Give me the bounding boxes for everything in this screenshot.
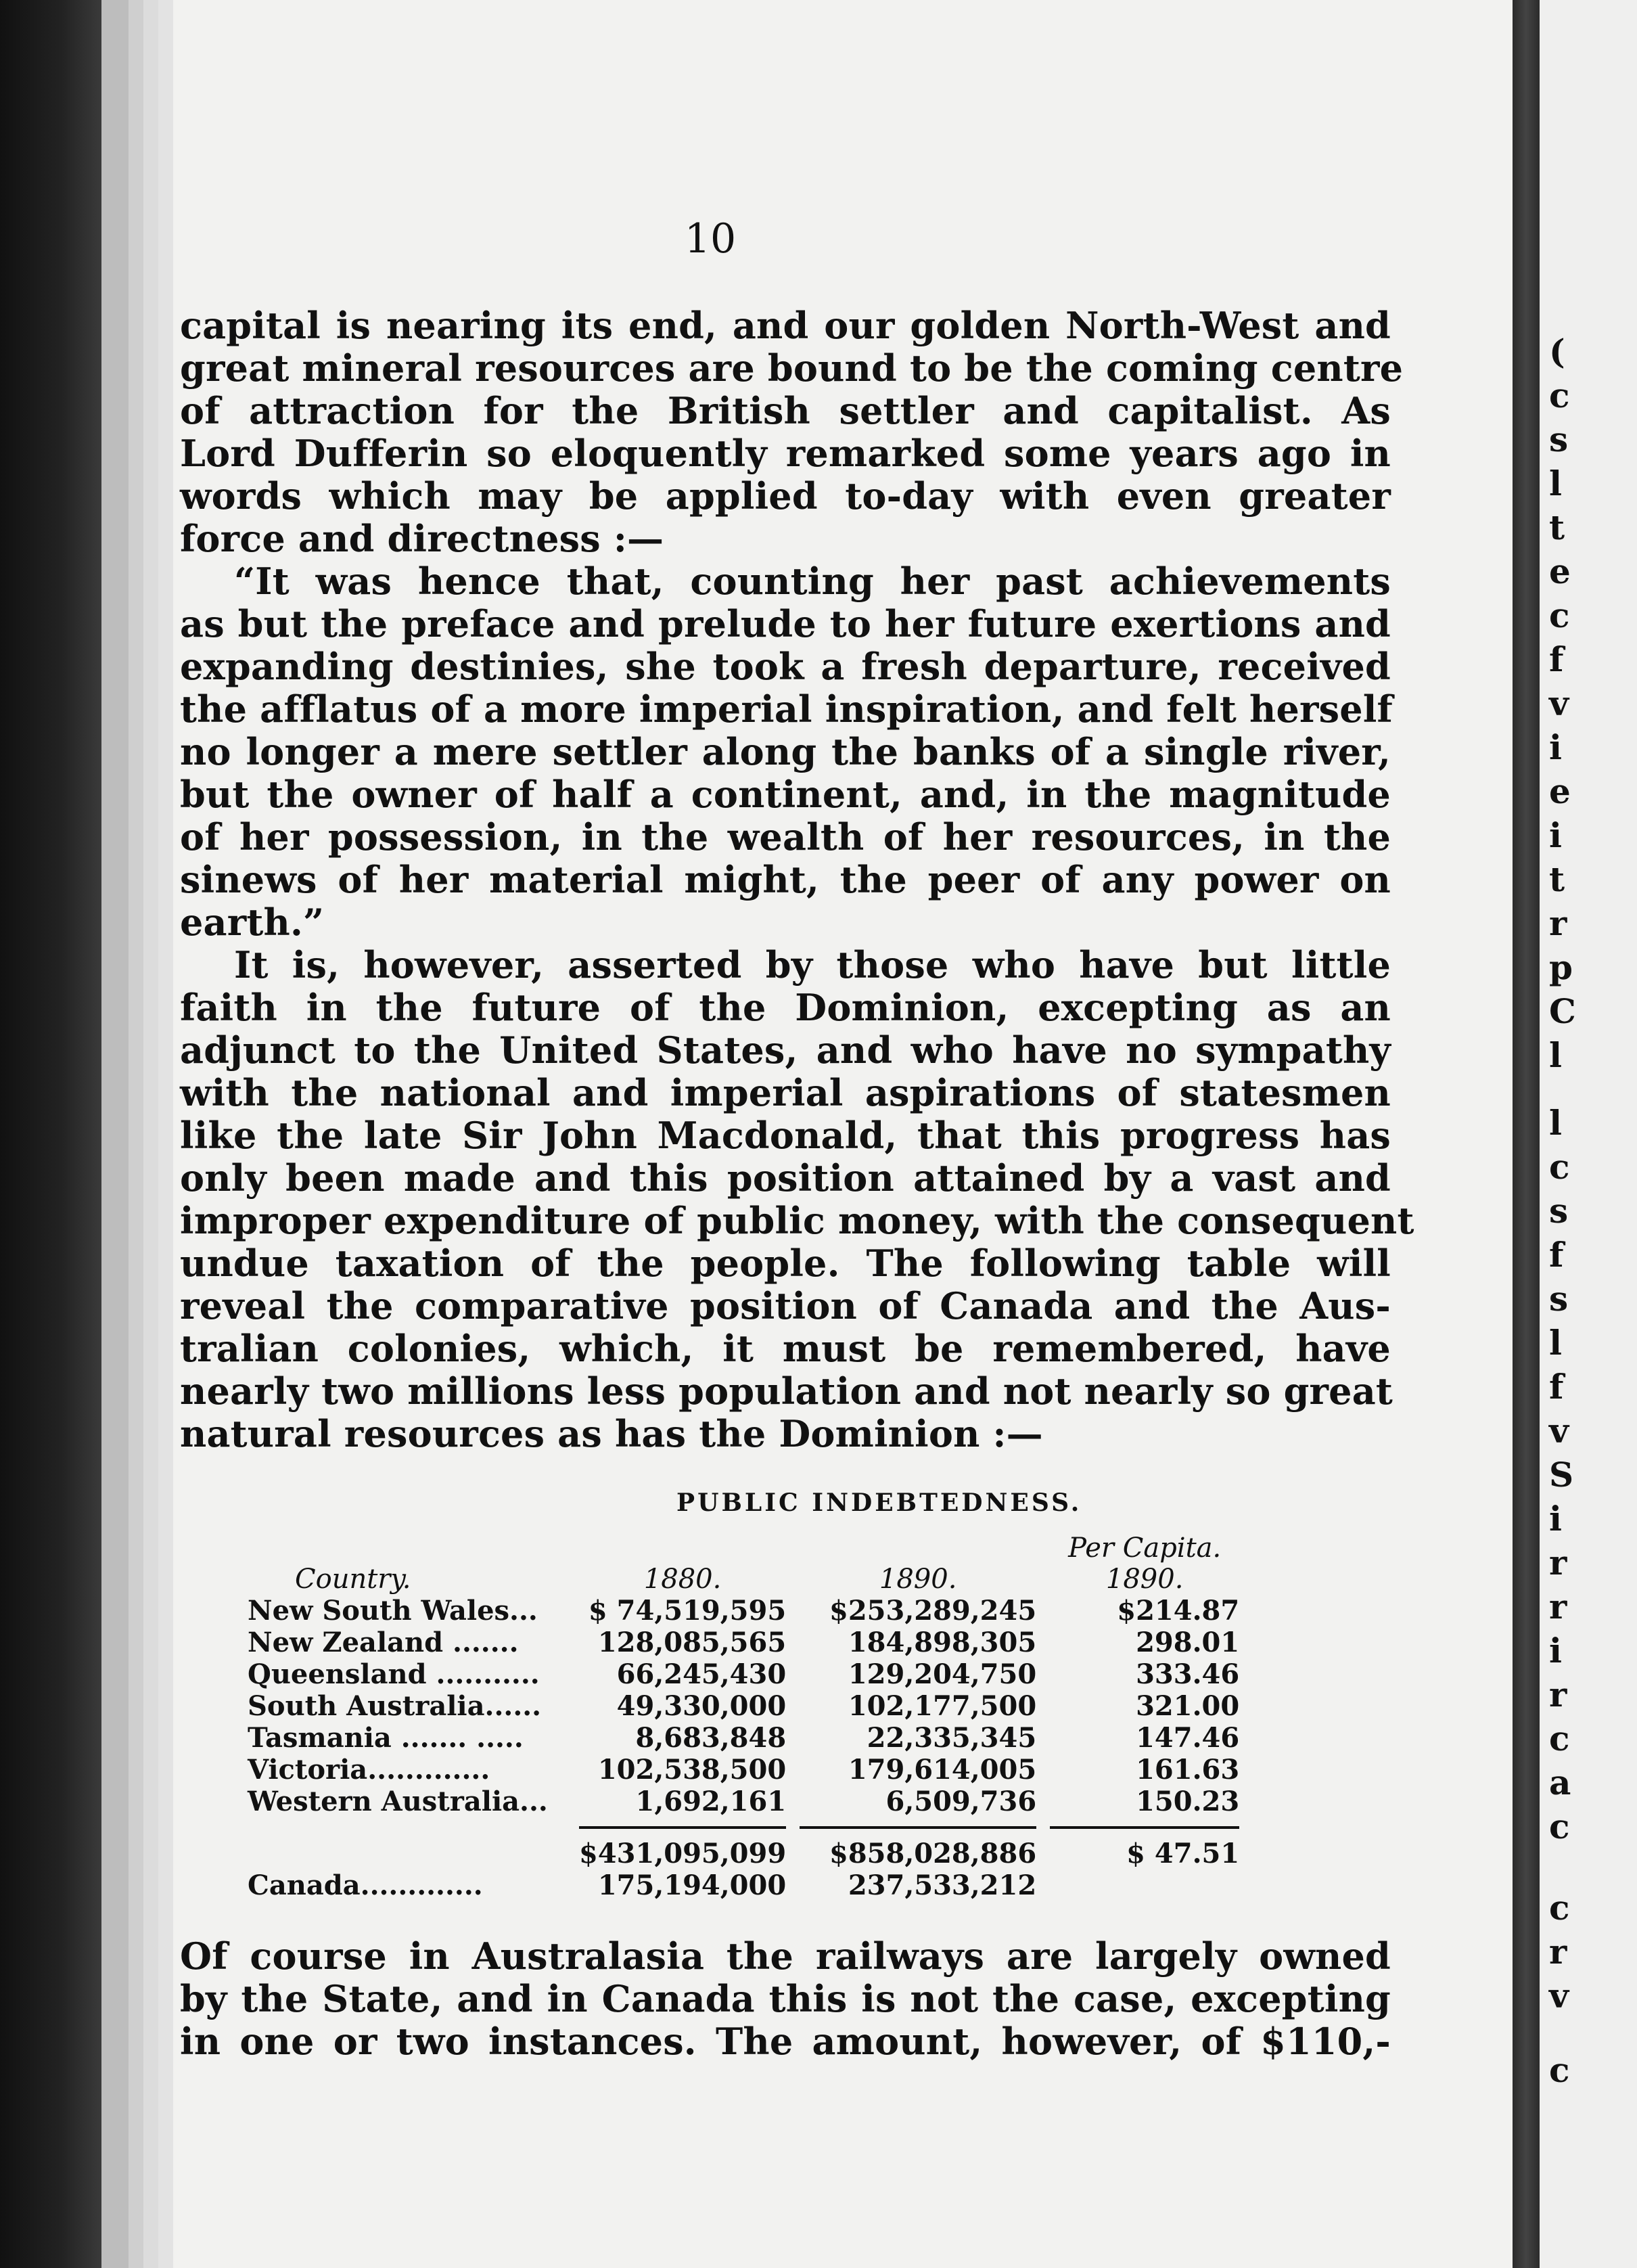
cell-total-1890: $858,028,886 xyxy=(829,1838,1037,1869)
cell-1890: 179,614,005 xyxy=(848,1754,1037,1786)
text-line: Of course in Australasia the railways are largely owned xyxy=(180,1934,1391,1978)
facing-page-letter: f xyxy=(1549,639,1564,679)
table-row xyxy=(241,1786,1246,1817)
table-total-row xyxy=(241,1838,1246,1869)
cell-per-capita: 298.01 xyxy=(1136,1627,1240,1658)
facing-page-letter: e xyxy=(1549,551,1571,591)
facing-page-letter: s xyxy=(1549,1279,1569,1319)
facing-page-letter: v xyxy=(1549,683,1569,723)
rule-cell xyxy=(793,1817,1043,1838)
cell-country: South Australia...... xyxy=(248,1690,542,1722)
text-line: nearly two millions less population and not nearly so great xyxy=(180,1369,1393,1413)
rule-cell xyxy=(1043,1817,1246,1838)
cell-per-capita: 333.46 xyxy=(1136,1658,1240,1690)
header-spacer xyxy=(241,1533,572,1564)
facing-page-letter: l xyxy=(1549,1323,1562,1363)
facing-page-letter: c xyxy=(1549,376,1570,415)
text-line: improper expenditure of public money, with the consequent xyxy=(180,1199,1414,1242)
text-line: undue taxation of the people. The following table will xyxy=(180,1242,1391,1285)
total-rule xyxy=(800,1826,1036,1829)
paragraph-railways xyxy=(180,1935,1391,2063)
cell-total-per-capita: $ 47.51 xyxy=(1126,1838,1240,1869)
text-line: expanding destinies, she took a fresh departure, received xyxy=(180,645,1391,688)
text-line: of her possession, in the wealth of her resources, in the xyxy=(180,815,1391,859)
facing-page-letter: c xyxy=(1549,595,1570,635)
cell-1880: 175,194,000 xyxy=(597,1869,787,1901)
text-line: capital is nearing its end, and our golden North-West and xyxy=(180,304,1391,347)
table-header-row xyxy=(241,1564,1246,1595)
text-line: “It was hence that, counting her past achievements xyxy=(234,560,1391,603)
text-line: Lord Dufferin so eloquently remarked some years ago in xyxy=(180,432,1391,475)
facing-page-letter: v xyxy=(1549,1411,1569,1451)
facing-page-letter: r xyxy=(1549,1675,1567,1715)
table-row xyxy=(241,1627,1246,1658)
facing-page-letter: r xyxy=(1549,1543,1567,1583)
text-line: natural resources as has the Dominion :— xyxy=(180,1412,1043,1455)
paragraph-argument xyxy=(180,943,1414,1455)
facing-page-letter: r xyxy=(1549,1932,1567,1972)
text-line: words which may be applied to-day with even greater xyxy=(180,474,1391,518)
facing-page-letter: C xyxy=(1549,991,1576,1031)
paragraph-intro xyxy=(180,304,1404,560)
cell-1880: 49,330,000 xyxy=(616,1690,787,1722)
text-line: by the State, and in Canada this is not the case, excepting xyxy=(180,1977,1391,2020)
text-line: reveal the comparative position of Canada and the Aus- xyxy=(180,1284,1391,1328)
total-rule xyxy=(579,1826,786,1829)
quote-dufferin xyxy=(180,560,1391,944)
cell-per-capita: 161.63 xyxy=(1136,1754,1240,1786)
text-line: in one or two instances. The amount, however, of $110,- xyxy=(180,2020,1391,2063)
header-1880: 1880. xyxy=(643,1564,722,1595)
facing-page-letter: c xyxy=(1549,1807,1570,1846)
header-1890: 1890. xyxy=(879,1564,957,1595)
page-edge xyxy=(101,0,131,2268)
cell-1890: 6,509,736 xyxy=(885,1786,1037,1817)
text-line: adjunct to the United States, and who have no sympathy xyxy=(180,1028,1391,1072)
facing-page-letter: S xyxy=(1549,1455,1574,1495)
cell-total-label xyxy=(241,1838,572,1869)
text-line: force and directness :— xyxy=(180,517,664,560)
facing-page-letter: t xyxy=(1549,507,1565,547)
facing-page-letter: a xyxy=(1549,1763,1571,1802)
cell-1890: 129,204,750 xyxy=(848,1658,1037,1690)
facing-page-letter: f xyxy=(1549,1235,1564,1275)
header-spacer xyxy=(572,1533,793,1564)
text-line: sinews of her material might, the peer of any power on xyxy=(180,858,1391,901)
text-line: only been made and this position attained by a vast and xyxy=(180,1156,1391,1200)
facing-page-letter: c xyxy=(1549,1147,1570,1187)
facing-page-letter: f xyxy=(1549,1367,1564,1407)
table-row xyxy=(241,1722,1246,1754)
facing-page-letter: i xyxy=(1549,815,1562,855)
scan-background-left xyxy=(0,0,101,2268)
cell-country: Queensland ........... xyxy=(248,1658,540,1690)
facing-page-letter: l xyxy=(1549,1035,1562,1075)
cell-per-capita: $214.87 xyxy=(1117,1595,1240,1627)
text-line: the afflatus of a more imperial inspiration, and felt herself xyxy=(180,687,1393,731)
rule-spacer xyxy=(241,1817,572,1838)
cell-country: Victoria............. xyxy=(248,1754,490,1786)
text-line: It is, however, asserted by those who have but little xyxy=(234,943,1391,986)
facing-page-fragment xyxy=(1540,0,1637,2268)
table-row xyxy=(241,1595,1246,1627)
public-indebtedness-table xyxy=(241,1533,1246,1901)
cell-1890: $253,289,245 xyxy=(829,1595,1037,1627)
text-line: great mineral resources are bound to be the coming centre xyxy=(180,346,1404,390)
cell-1890: 184,898,305 xyxy=(848,1627,1037,1658)
text-line: as but the preface and prelude to her future exertions and xyxy=(180,602,1391,645)
facing-page-letter: s xyxy=(1549,419,1569,459)
header-country: Country. xyxy=(295,1564,411,1595)
table-header-row-top xyxy=(241,1533,1246,1564)
facing-page-letter: c xyxy=(1549,1888,1570,1928)
facing-page-letter: i xyxy=(1549,1499,1562,1539)
facing-page-letter: e xyxy=(1549,771,1571,811)
text-line: but the owner of half a continent, and, in the magnitude xyxy=(180,773,1391,816)
cell-1880: $ 74,519,595 xyxy=(588,1595,787,1627)
text-line: tralian colonies, which, it must be remembered, have xyxy=(180,1327,1391,1370)
header-spacer xyxy=(793,1533,1043,1564)
facing-page-letter: t xyxy=(1549,859,1565,899)
header-per-capita: Per Capita. xyxy=(1068,1533,1222,1564)
text-line: with the national and imperial aspirations of statesmen xyxy=(180,1071,1391,1114)
cell-total-1880: $431,095,099 xyxy=(579,1838,787,1869)
cell-country: Canada............. xyxy=(248,1869,483,1901)
text-line: like the late Sir John Macdonald, that this progress has xyxy=(180,1114,1391,1157)
book-gutter xyxy=(1513,0,1540,2268)
facing-page-letter: r xyxy=(1549,903,1567,943)
facing-page-letter: p xyxy=(1549,947,1573,987)
cell-1880: 128,085,565 xyxy=(597,1627,787,1658)
facing-page-letter: i xyxy=(1549,1631,1562,1671)
facing-page-letter: c xyxy=(1549,1719,1570,1759)
cell-country: New Zealand ....... xyxy=(248,1627,519,1658)
facing-page-letter: v xyxy=(1549,1976,1569,2016)
cell-1880: 1,692,161 xyxy=(635,1786,787,1817)
facing-page-letter: l xyxy=(1549,463,1562,503)
cell-per-capita: 150.23 xyxy=(1136,1786,1240,1817)
table-row xyxy=(241,1690,1246,1722)
table-row-canada xyxy=(241,1869,1246,1901)
facing-page-letter: l xyxy=(1549,1103,1562,1143)
table-title: PUBLIC INDEBTEDNESS. xyxy=(676,1489,1082,1517)
table-row xyxy=(241,1658,1246,1690)
page-number: 10 xyxy=(684,215,737,263)
facing-page-letter: r xyxy=(1549,1587,1567,1627)
cell-1890: 237,533,212 xyxy=(848,1869,1037,1901)
table-row xyxy=(241,1754,1246,1786)
facing-page-letter: s xyxy=(1549,1191,1569,1231)
text-line: no longer a mere settler along the banks of a single river, xyxy=(180,730,1391,773)
total-rule xyxy=(1050,1826,1239,1829)
cell-country: Tasmania ....... ..... xyxy=(248,1722,524,1754)
text-line: earth.” xyxy=(180,901,325,944)
cell-1880: 66,245,430 xyxy=(616,1658,787,1690)
cell-per-capita: 147.46 xyxy=(1136,1722,1240,1754)
total-rule-row xyxy=(241,1817,1246,1838)
cell-per-capita: 321.00 xyxy=(1136,1690,1240,1722)
cell-country: Western Australia... xyxy=(248,1786,548,1817)
cell-1880: 102,538,500 xyxy=(597,1754,787,1786)
text-line: of attraction for the British settler and capitalist. As xyxy=(180,389,1391,432)
facing-page-letter: ( xyxy=(1549,332,1565,371)
facing-page-letter: c xyxy=(1549,2050,1570,2090)
cell-country: New South Wales... xyxy=(248,1595,538,1627)
header-per-capita-year: 1890. xyxy=(1105,1564,1184,1595)
cell-1890: 22,335,345 xyxy=(867,1722,1037,1754)
facing-page-letter: i xyxy=(1549,727,1562,767)
cell-per-capita xyxy=(1043,1869,1246,1901)
cell-1880: 8,683,848 xyxy=(635,1722,787,1754)
rule-cell xyxy=(572,1817,793,1838)
text-line: faith in the future of the Dominion, excepting as an xyxy=(180,986,1391,1029)
cell-1890: 102,177,500 xyxy=(848,1690,1037,1722)
